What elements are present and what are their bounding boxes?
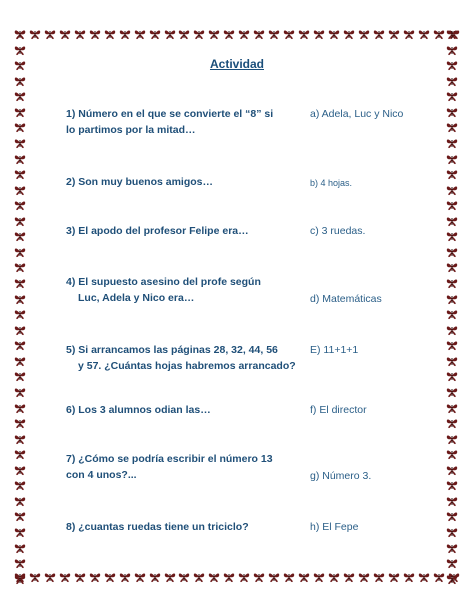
butterfly-icon	[268, 28, 280, 40]
butterfly-icon	[14, 261, 26, 273]
butterfly-icon	[178, 571, 190, 583]
butterfly-icon	[446, 246, 458, 258]
butterfly-icon	[446, 75, 458, 87]
butterfly-icon	[446, 153, 458, 165]
butterfly-icon	[14, 184, 26, 196]
answer-f: f) El director	[310, 404, 367, 416]
butterfly-icon	[14, 464, 26, 476]
butterfly-icon	[446, 573, 458, 585]
butterfly-icon	[89, 571, 101, 583]
question-3-line-1: 3) El apodo del profesor Felipe era…	[66, 225, 249, 237]
answer-h: h) El Fepe	[310, 521, 359, 533]
butterfly-icon	[14, 339, 26, 351]
butterfly-icon	[343, 571, 355, 583]
answer-b: b) 4 hojas.	[310, 178, 353, 188]
butterfly-icon	[14, 448, 26, 460]
butterfly-icon	[446, 121, 458, 133]
butterfly-icon	[164, 28, 176, 40]
butterfly-icon	[149, 571, 161, 583]
butterfly-icon	[446, 44, 458, 56]
butterfly-icon	[283, 28, 295, 40]
butterfly-icon	[14, 495, 26, 507]
butterfly-icon	[14, 230, 26, 242]
butterfly-icon	[14, 433, 26, 445]
butterfly-icon	[164, 571, 176, 583]
butterfly-icon	[14, 417, 26, 429]
butterfly-icon	[446, 370, 458, 382]
butterfly-icon	[223, 28, 235, 40]
butterfly-icon	[14, 277, 26, 289]
butterfly-icon	[298, 28, 310, 40]
butterfly-icon	[446, 417, 458, 429]
butterfly-icon	[283, 571, 295, 583]
answer-e: E) 11+1+1	[310, 344, 359, 356]
butterfly-icon	[178, 28, 190, 40]
answer-g: g) Número 3.	[310, 470, 372, 482]
butterfly-icon	[134, 571, 146, 583]
butterfly-icon	[14, 557, 26, 569]
butterfly-icon	[268, 571, 280, 583]
butterfly-icon	[328, 28, 340, 40]
answer-c: c) 3 ruedas.	[310, 225, 366, 237]
butterfly-icon	[446, 386, 458, 398]
butterfly-icon	[29, 571, 41, 583]
butterfly-icon	[358, 28, 370, 40]
butterfly-icon	[253, 571, 265, 583]
butterfly-icon	[14, 153, 26, 165]
butterfly-icon	[446, 542, 458, 554]
question-7-line-1: 7) ¿Cómo se podría escribir el número 13	[66, 453, 273, 465]
butterfly-icon	[14, 293, 26, 305]
butterfly-icon	[446, 324, 458, 336]
butterfly-icon	[14, 106, 26, 118]
butterfly-icon	[193, 28, 205, 40]
butterfly-icon	[328, 571, 340, 583]
question-2	[66, 174, 302, 190]
butterfly-icon	[14, 308, 26, 320]
butterfly-icon	[14, 75, 26, 87]
butterfly-icon	[14, 526, 26, 538]
question-4-line-2: Luc, Adela y Nico era…	[78, 292, 195, 304]
butterfly-icon	[59, 28, 71, 40]
butterfly-icon	[14, 479, 26, 491]
butterfly-icon	[373, 28, 385, 40]
question-5-line-1: 5) Si arrancamos las páginas 28, 32, 44, 56	[66, 344, 278, 356]
butterfly-icon	[193, 571, 205, 583]
butterfly-icon	[208, 28, 220, 40]
butterfly-icon	[14, 573, 26, 585]
butterfly-icon	[89, 28, 101, 40]
butterfly-icon	[104, 28, 116, 40]
butterfly-icon	[14, 402, 26, 414]
question-5-line-2: y 57. ¿Cuántas hojas habremos arrancado?	[78, 360, 296, 372]
butterfly-icon	[14, 510, 26, 522]
butterfly-icon	[238, 571, 250, 583]
question-7	[66, 451, 302, 483]
question-1-line-1: 1) Número en el que se convierte el “8” si	[66, 108, 274, 120]
question-6	[66, 402, 302, 418]
question-2-line-1: 2) Son muy buenos amigos…	[66, 176, 214, 188]
butterfly-icon	[446, 433, 458, 445]
butterfly-icon	[298, 571, 310, 583]
butterfly-icon	[433, 28, 445, 40]
butterfly-icon	[14, 90, 26, 102]
butterfly-icon	[418, 28, 430, 40]
border-top	[14, 28, 460, 42]
butterfly-icon	[59, 571, 71, 583]
question-4-line-1: 4) El supuesto asesino del profe según	[66, 276, 261, 288]
butterfly-icon	[119, 571, 131, 583]
question-1-line-2: lo partimos por la mitad…	[66, 124, 196, 136]
butterfly-icon	[74, 28, 86, 40]
butterfly-icon	[313, 571, 325, 583]
butterfly-icon	[208, 571, 220, 583]
butterfly-icon	[358, 571, 370, 583]
butterfly-icon	[253, 28, 265, 40]
butterfly-icon	[14, 246, 26, 258]
answer-a: a) Adela, Luc y Nico	[310, 108, 404, 120]
border-bottom	[14, 571, 460, 585]
butterfly-icon	[403, 28, 415, 40]
butterfly-icon	[44, 571, 56, 583]
butterfly-icon	[446, 261, 458, 273]
butterfly-icon	[29, 28, 41, 40]
butterfly-icon	[238, 28, 250, 40]
butterfly-icon	[14, 386, 26, 398]
butterfly-icon	[119, 28, 131, 40]
border-left	[14, 28, 28, 585]
butterfly-icon	[149, 28, 161, 40]
question-5	[66, 342, 302, 374]
butterfly-icon	[14, 324, 26, 336]
butterfly-icon	[388, 28, 400, 40]
butterfly-icon	[223, 571, 235, 583]
butterfly-icon	[134, 28, 146, 40]
butterfly-icon	[14, 137, 26, 149]
butterfly-icon	[14, 28, 26, 40]
butterfly-icon	[14, 44, 26, 56]
butterfly-icon	[44, 28, 56, 40]
butterfly-icon	[388, 571, 400, 583]
answer-d: d) Matemáticas	[310, 293, 382, 305]
butterfly-icon	[373, 571, 385, 583]
butterfly-icon	[403, 571, 415, 583]
butterfly-icon	[343, 28, 355, 40]
question-8	[66, 519, 302, 535]
question-3	[66, 223, 302, 239]
butterfly-icon	[446, 448, 458, 460]
butterfly-icon	[446, 557, 458, 569]
butterfly-icon	[104, 571, 116, 583]
butterfly-icon	[418, 571, 430, 583]
butterfly-icon	[446, 28, 458, 40]
butterfly-icon	[446, 308, 458, 320]
butterfly-icon	[14, 168, 26, 180]
butterfly-icon	[14, 121, 26, 133]
question-6-line-1: 6) Los 3 alumnos odian las…	[66, 404, 211, 416]
question-1	[66, 106, 302, 138]
butterfly-icon	[313, 28, 325, 40]
butterfly-icon	[446, 495, 458, 507]
butterfly-icon	[14, 215, 26, 227]
butterfly-icon	[433, 571, 445, 583]
butterfly-icon	[446, 137, 458, 149]
question-7-line-2: con 4 unos?...	[66, 469, 137, 481]
butterfly-icon	[14, 199, 26, 211]
butterfly-icon	[74, 571, 86, 583]
butterfly-icon	[14, 370, 26, 382]
butterfly-icon	[446, 90, 458, 102]
question-8-line-1: 8) ¿cuantas ruedas tiene un triciclo?	[66, 521, 249, 533]
butterfly-icon	[14, 355, 26, 367]
butterfly-icon	[14, 542, 26, 554]
butterfly-icon	[446, 277, 458, 289]
butterfly-icon	[446, 199, 458, 211]
question-4	[66, 274, 302, 306]
page-title: Actividad	[209, 57, 264, 71]
